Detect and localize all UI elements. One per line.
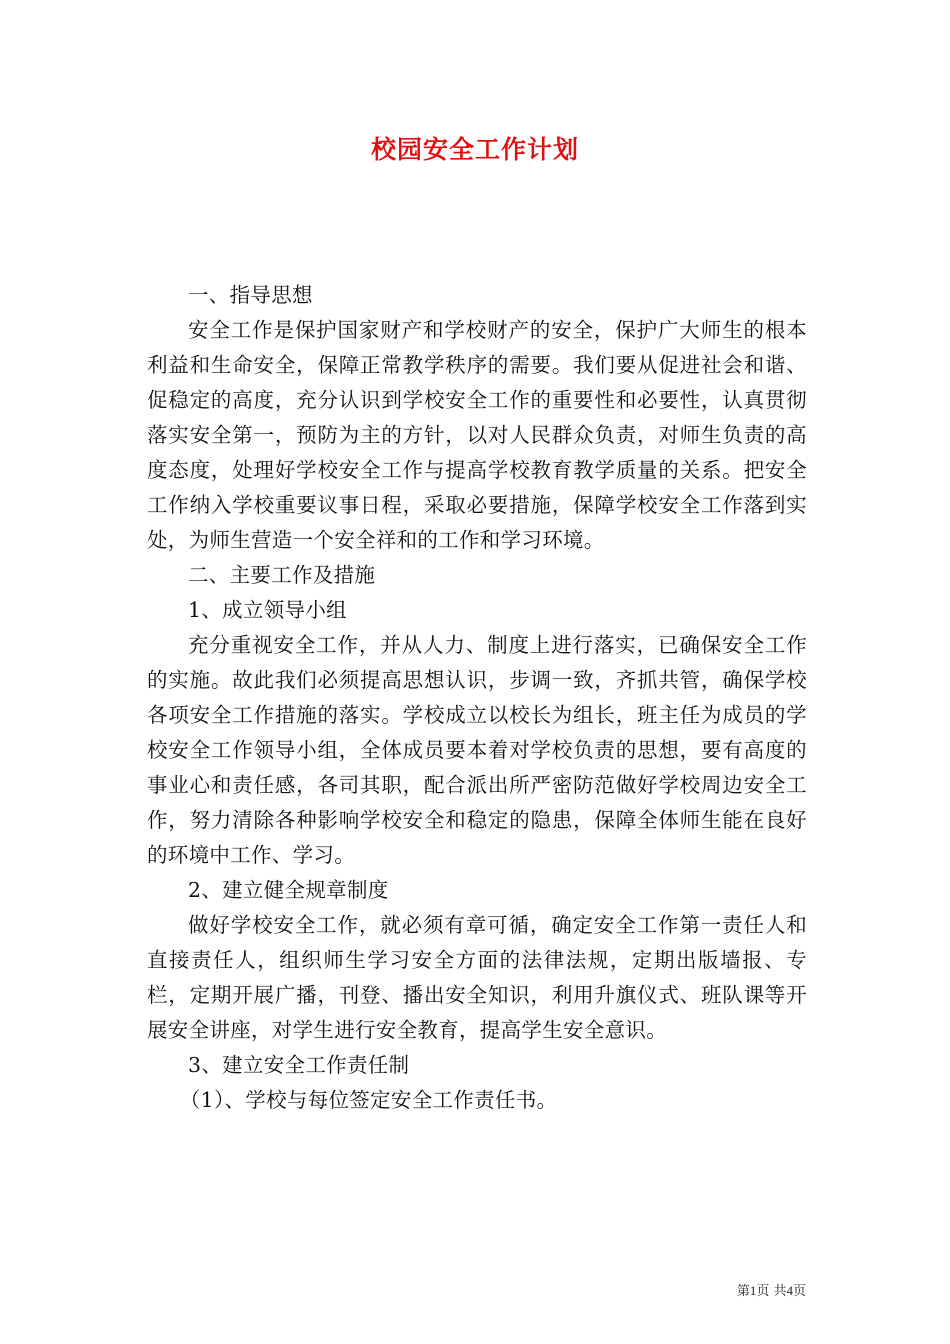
footer-middle: 页 共 [756, 1284, 787, 1299]
footer-suffix: 页 [792, 1284, 806, 1299]
paragraph: 充分重视安全工作，并从人力、制度上进行落实，已确保安全工作的实施。故此我们必须提高思想认识，步调一致，齐抓共管，确保学校各项安全工作措施的落实。学校成立以校长为组长，班主任为成员的学校安全工作领导小组，全体成员要本着对学校负责的思想，要有高度的事业心和责任感，各司其职，配合派出所严密防范做好学校周边安全工作，努力清除各种影响学校安全和稳定的隐患，保障全体师生能在良好的环境中工作、学习。 [147, 633, 807, 867]
list-item: （1）、学校与每位签定安全工作责任书。 [179, 1088, 558, 1112]
page-footer [737, 1280, 806, 1299]
subsection-heading: 2、建立健全规章制度 [188, 878, 389, 902]
subsection-heading: 3、建立安全工作责任制 [188, 1053, 410, 1077]
current-page-number: 1 [749, 1283, 757, 1298]
footer-prefix: 第 [736, 1284, 750, 1299]
section-heading: 一、指导思想 [188, 283, 313, 307]
total-pages-number: 4 [786, 1283, 793, 1298]
subsection-heading: 1、成立领导小组 [188, 598, 347, 622]
paragraph: 安全工作是保护国家财产和学校财产的安全，保护广大师生的根本利益和生命安全，保障正常教学秩序的需要。我们要从促进社会和谐、促稳定的高度，充分认识到学校安全工作的重要性和必要性，认真贯彻落实安全第一，预防为主的方针，以对人民群众负责，对师生负责的高度态度，处理好学校安全工作与提高学校教育教学质量的关系。把安全工作纳入学校重要议事日程，采取必要措施，保障学校安全工作落到实处，为师生营造一个安全祥和的工作和学习环境。 [147, 318, 807, 552]
section-heading: 二、主要工作及措施 [188, 563, 376, 587]
paragraph: 做好学校安全工作，就必须有章可循，确定安全工作第一责任人和直接责任人，组织师生学习安全方面的法律法规，定期出版墙报、专栏，定期开展广播，刊登、播出安全知识，利用升旗仪式、班队课等开展安全讲座，对学生进行安全教育，提高学生安全意识。 [147, 913, 807, 1042]
document-body [147, 278, 807, 1118]
page-title: 校园安全工作计划 [370, 135, 579, 164]
